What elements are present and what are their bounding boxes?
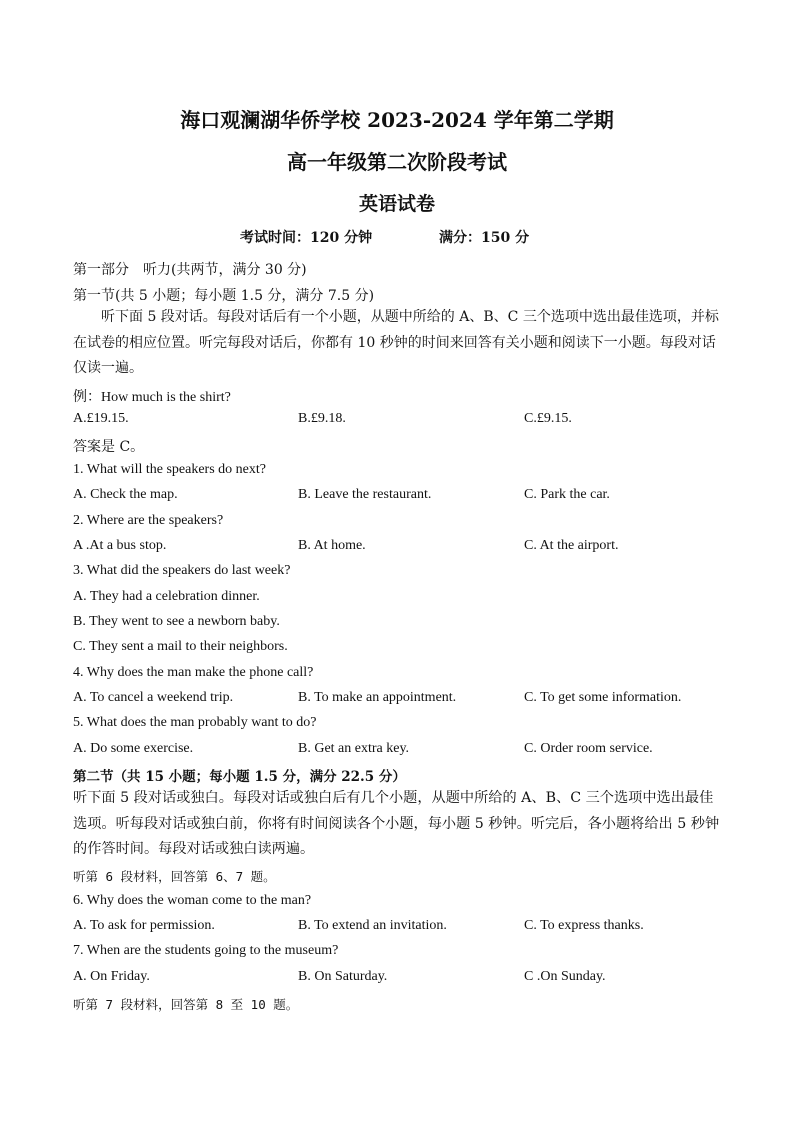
full-score: 满分：150 分 [439,230,530,246]
example-question: 例：How much is the shirt? [73,390,231,405]
q2-option-c: C. At the airport. [524,538,619,553]
part1-heading: 第一部分 听力(共两节，满分 30 分) [73,262,307,278]
question-6: 6. Why does the woman come to the man? [73,893,312,908]
question-1: 1. What will the speakers do next? [73,462,266,477]
material-7-note: 听第 7 段材料，回答第 8 至 10 题。 [73,997,299,1012]
q7-option-b: B. On Saturday. [298,969,388,984]
question-2: 2. Where are the speakers? [73,513,224,528]
example-option-a: A.£19.15. [73,411,129,426]
q5-option-b: B. Get an extra key. [298,741,410,756]
q6-option-c: C. To express thanks. [524,918,644,933]
exam-time: 考试时间：120 分钟 [240,230,373,246]
exam-title: 高一年级第二次阶段考试 [287,150,507,174]
example-option-c: C.£9.15. [524,411,572,426]
example-answer: 答案是 C。 [73,439,145,455]
q6-option-b: B. To extend an invitation. [298,918,447,933]
question-4: 4. Why does the man make the phone call? [73,665,314,680]
section2-instructions: 听下面 5 段对话或独白。每段对话或独白后有几个小题，从题中所给的 A、B、C 三个选项中选出最佳选项。听每段对话或独白前，你将有时间阅读各个小题，每小题 5 秒钟。听完后，各小题将给出 5 秒钟的作答时间。每段对话或独白读两遍。 [73,790,720,857]
question-3: 3. What did the speakers do last week? [73,563,291,578]
material-6-note: 听第 6 段材料，回答第 6、7 题。 [73,869,276,884]
example-option-b: B.£9.18. [298,411,346,426]
q7-option-a: A. On Friday. [73,969,150,984]
section1-instructions: 听下面 5 段对话。每段对话后有一个小题，从题中所给的 A、B、C 三个选项中选出最佳选项，并标在试卷的相应位置。听完每段对话后，你都有 10 秒钟的时间来回答有关小题和阅读下一小题。每段对话仅读一遍。 [73,309,719,376]
q7-option-c: C .On Sunday. [524,969,606,984]
q5-option-c: C. Order room service. [524,741,653,756]
q6-option-a: A. To ask for permission. [73,918,215,933]
q3-option-b: B. They went to see a newborn baby. [73,614,280,629]
q1-option-b: B. Leave the restaurant. [298,487,432,502]
question-7: 7. When are the students going to the museum? [73,943,339,958]
school-title: 海口观澜湖华侨学校 2023-2024 学年第二学期 [180,108,614,132]
q1-option-c: C. Park the car. [524,487,610,502]
q1-option-a: A. Check the map. [73,487,178,502]
q4-option-b: B. To make an appointment. [298,690,457,705]
q3-option-a: A. They had a celebration dinner. [73,589,260,604]
section1-heading: 第一节(共 5 小题；每小题 1.5 分，满分 7.5 分) [73,288,375,304]
q2-option-a: A .At a bus stop. [73,538,167,553]
q5-option-a: A. Do some exercise. [73,741,194,756]
q2-option-b: B. At home. [298,538,366,553]
q3-option-c: C. They sent a mail to their neighbors. [73,639,288,654]
q4-option-a: A. To cancel a weekend trip. [73,690,234,705]
section2-heading: 第二节（共 15 小题；每小题 1.5 分，满分 22.5 分） [73,769,406,785]
question-5: 5. What does the man probably want to do? [73,715,317,730]
subject-title: 英语试卷 [358,193,435,215]
q4-option-c: C. To get some information. [524,690,682,705]
